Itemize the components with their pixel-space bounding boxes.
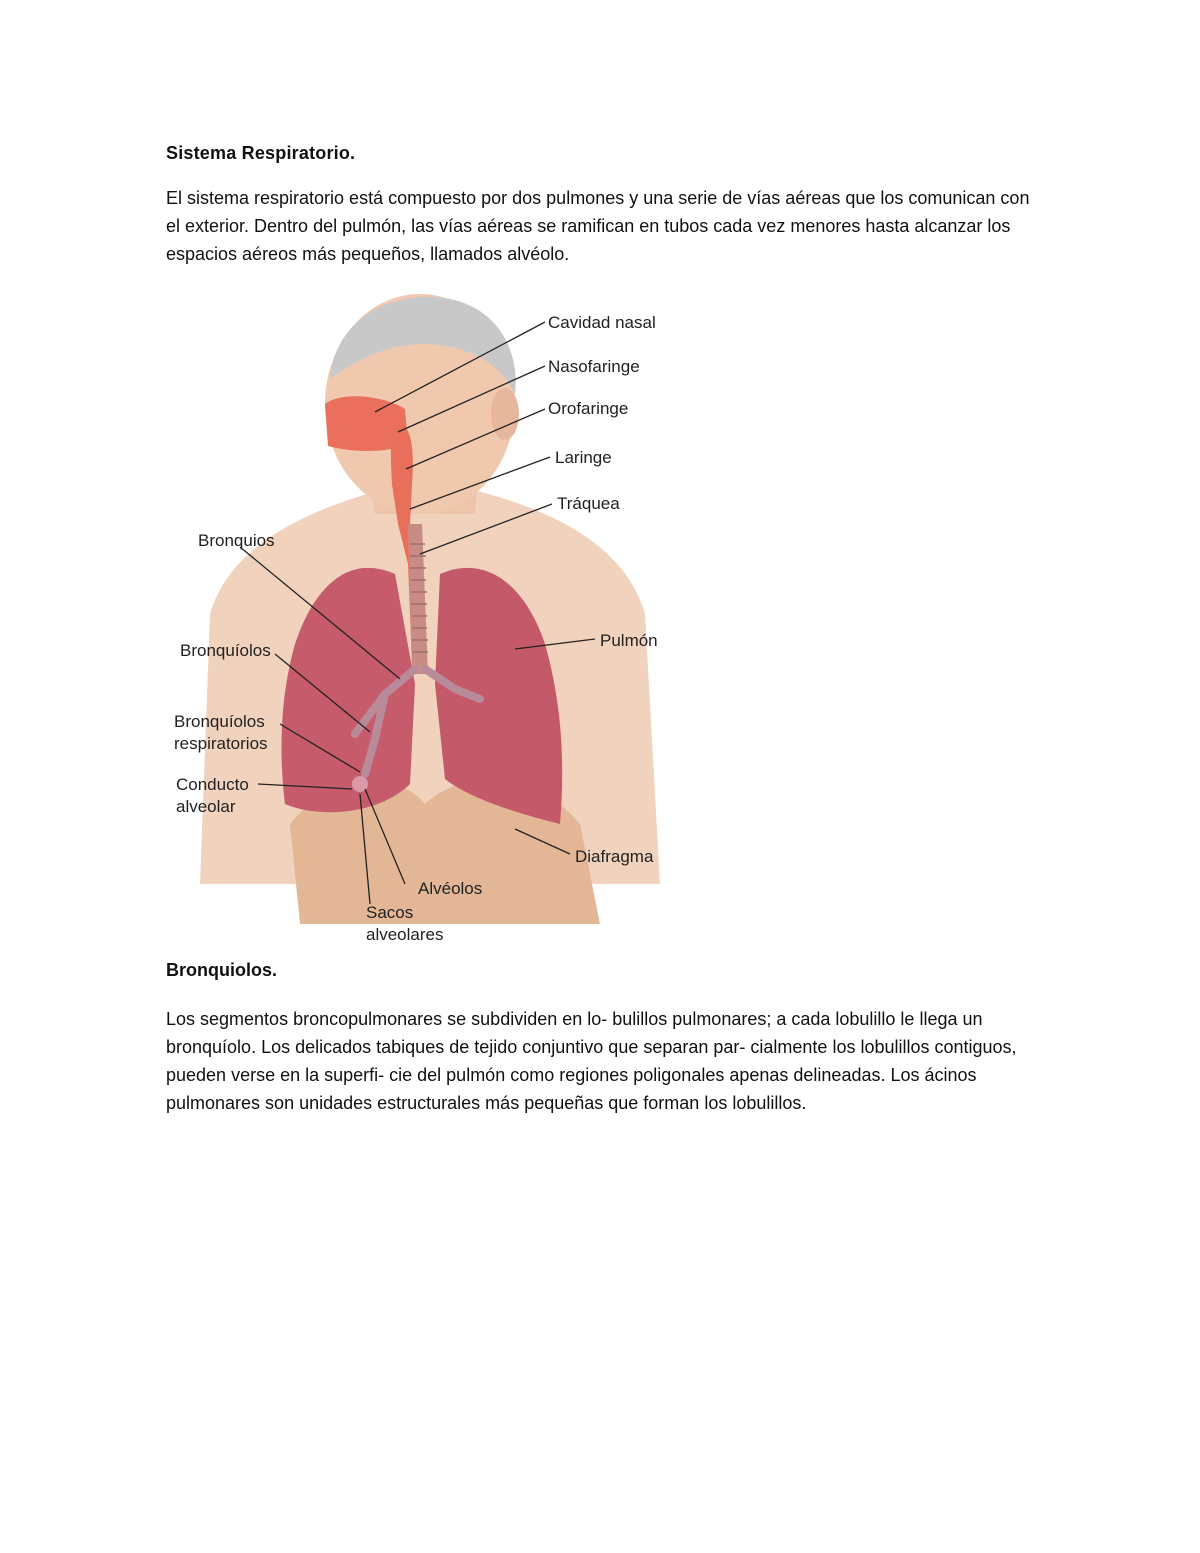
- label-conducto-1: Conducto: [176, 775, 249, 794]
- page-title: Sistema Respiratorio.: [166, 143, 356, 163]
- label-alveolos: Alvéolos: [418, 879, 483, 898]
- label-bronquiolos-resp-2: respiratorios: [174, 734, 268, 753]
- label-bronquiolos: Bronquíolos: [180, 641, 271, 660]
- respiratory-system-illustration: [170, 284, 690, 950]
- label-conducto-2: alveolar: [176, 797, 236, 816]
- label-cavidad-nasal: Cavidad nasal: [548, 313, 656, 332]
- section-title: Bronquiolos.: [166, 960, 277, 980]
- label-nasofaringe: Nasofaringe: [548, 357, 640, 376]
- label-bronquios: Bronquios: [198, 531, 275, 550]
- label-pulmon: Pulmón: [600, 631, 658, 650]
- label-sacos-1: Sacos: [366, 903, 414, 922]
- label-bronquiolos-resp-1: Bronquíolos: [174, 712, 265, 731]
- label-laringe: Laringe: [555, 448, 612, 467]
- section-paragraph: Los segmentos broncopulmonares se subdividen en lo- bulillos pulmonares; a cada lobulillo le llega un bronquíolo. Los delicados tabiques de tejido conjuntivo que separan par- cialmente los lobulillos contiguos, pueden verse en la superfi- cie del pulmón como regiones poligonales apenas delineadas. Los ácinos pulmonares son unidades estructurales más pequeñas que forman los lobulillos.: [166, 1009, 1017, 1113]
- intro-paragraph: El sistema respiratorio está compuesto por dos pulmones y una serie de vías aéreas que los comunican con el exterior. Dentro del pulmón, las vías aéreas se ramifican en tubos cada vez menores hasta alcanzar los espacios aéreos más pequeños, llamados alvéolo.: [166, 188, 1030, 264]
- label-sacos-2: alveolares: [366, 925, 444, 944]
- label-orofaringe: Orofaringe: [548, 399, 629, 418]
- label-traquea: Tráquea: [557, 494, 620, 513]
- label-diafragma: Diafragma: [575, 847, 654, 866]
